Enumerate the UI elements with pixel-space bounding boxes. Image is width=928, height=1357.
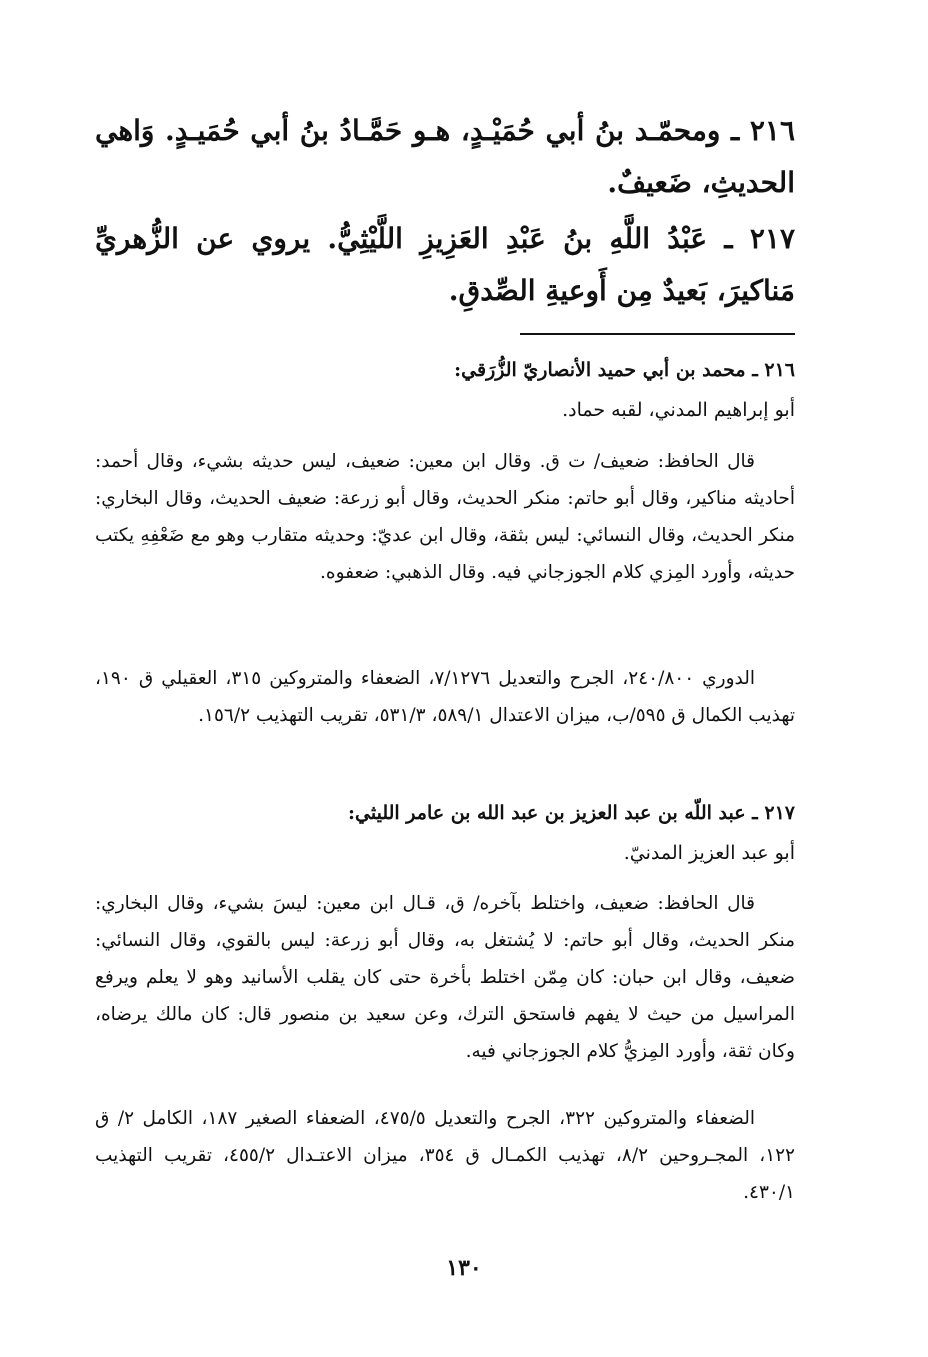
entry-text: ـ عَبْدُ اللَّهِ بنُ عَبْدِ العَزِيزِ اللَّيْثِيُّ. يروي عن الزُّهريِّ مَناكيرَ، بَعيدٌ مِن أَوعيةِ الصِّدقِ. xyxy=(95,222,795,307)
footnote-heading-217: ٢١٧ ـ عبد اللّه بن عبد العزيز بن عبد الله بن عامر الليثي: xyxy=(348,802,795,824)
footnote-paragraph-216-biography: قال الحافظ: ضعيف/ ت ق. وقال ابن معين: ضعيف، ليس حديثه بشيء، وقال أحمد: أحاديثه مناكير، وقال أبو حاتم: منكر الحديث، وقال أبو زرعة: ضعيف الحديث، وقال البخاري: منكر الحديث، وقال النسائي: ليس بثقة، وقال ابن عديّ: وحديثه متقارب وهو مع ضَعْفِهِ يكتب حديثه، وأورد المِزي كلام الجوزجاني فيه. وقال الذهبي: ضعفوه. xyxy=(95,451,795,583)
footnote-heading-216: ٢١٦ ـ محمد بن أبي حميد الأنصاريّ الزُّرَقي: xyxy=(454,359,795,381)
footnote-subtitle-216: أبو إبراهيم المدني، لقبه حماد. xyxy=(562,399,795,421)
main-entry-216 xyxy=(95,105,795,209)
entry-number: ٢١٧ xyxy=(749,222,795,255)
footnote-subtitle-217: أبو عبد العزيز المدنيّ. xyxy=(623,842,795,864)
page-number: ١٣٠ xyxy=(446,1255,482,1281)
entry-number: ٢١٦ xyxy=(749,114,796,147)
footnote-divider xyxy=(520,333,795,335)
footnote-paragraph-217-biography: قال الحافظ: ضعيف، واختلط بآخره/ ق، قـال ابن معين: ليسَ بشيء، وقال البخاري: منكر الحديث، وقال أبو حاتم: لا يُشتغل به، وقال أبو زرعة: ليس بالقوي، وقال النسائي: ضعيف، وقال ابن حبان: كان مِمّن اختلط بأخرة حتى كان يقلب الأسانيد وهو لا يعلم ويرفع المراسيل من حيث لا يفهم فاستحق الترك، وعن سعيد بن منصور قال: كان مالك يرضاه، وكان ثقة، وأورد المِزيُّ كلام الجوزجاني فيه. xyxy=(95,893,795,1062)
entry-text: ـ ومحمّـد بنُ أبي حُمَيْـدٍ، هـو حَمَّـادُ بنُ أبي حُمَيـدٍ. وَاهي الحديثِ، ضَعيفٌ. xyxy=(95,114,795,199)
footnote-paragraph-216-sources: الدوري ٢٤٠/٨٠٠، الجرح والتعديل ٧/١٢٧٦، الضعفاء والمتروكين ٣١٥، العقيلي ق ١٩٠، تهذيب الكمال ق ٥٩٥/ب، ميزان الاعتدال ٥٨٩/١، ٥٣١/٣، تقريب التهذيب ١٥٦/٢. xyxy=(95,668,795,726)
main-entry-217 xyxy=(95,213,795,317)
footnote-paragraph-217-sources: الضعفاء والمتروكين ٣٢٢، الجرح والتعديل ٤٧٥/٥، الضعفاء الصغير ١٨٧، الكامل ٢/ ق ١٢٢، المجـروحين ٨/٢، تهذيب الكمـال ق ٣٥٤، ميزان الاعتـدال ٤٥٥/٢، تقريب التهذيب ٤٣٠/١. xyxy=(95,1108,795,1203)
